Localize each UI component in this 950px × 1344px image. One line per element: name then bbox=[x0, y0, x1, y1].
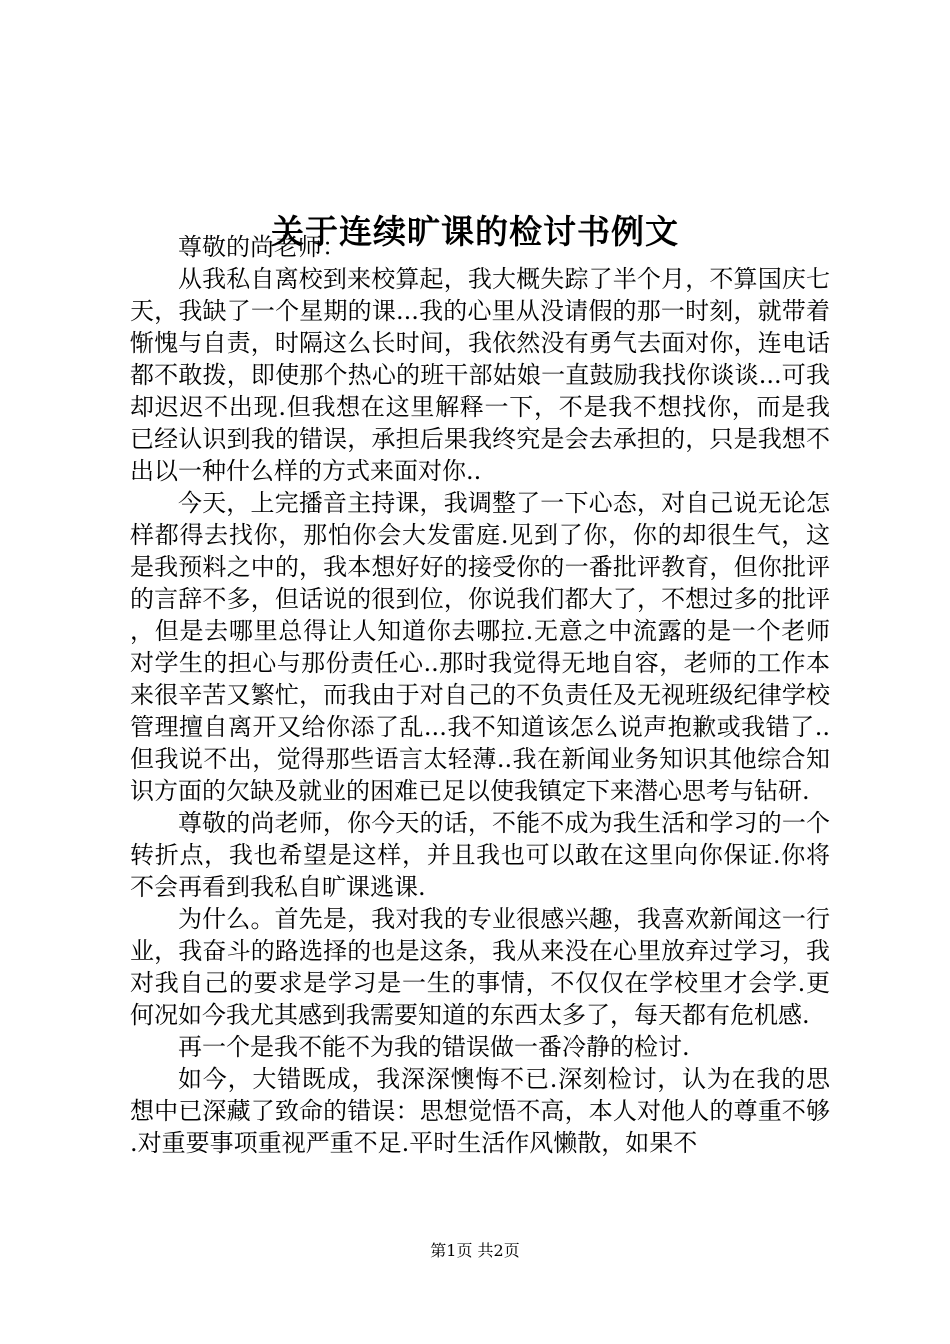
paragraph: 为什么。首先是，我对我的专业很感兴趣，我喜欢新闻这一行业，我奋斗的路选择的也是这条，我从来没在心里放弃过学习，我对我自己的要求是学习是一生的事情，不仅仅在学校里才会学.更何况如今我尤其感到我需要知道的东西太多了，每天都有危机感. bbox=[130, 905, 830, 1029]
document-body bbox=[130, 231, 830, 1159]
paragraph: 从我私自离校到来校算起，我大概失踪了半个月，不算国庆七天，我缺了一个星期的课...我的心里从没请假的那一时刻，就带着惭愧与自责，时隔这么长时间，我依然没有勇气去面对你，连电话都不敢拨，即使那个热心的班干部姑娘一直鼓励我找你谈谈...可我却迟迟不出现.但我想在这里解释一下，不是我不想找你，而是我已经认识到我的错误，承担后果我终究是会去承担的，只是我想不出以一种什么样的方式来面对你.. bbox=[130, 265, 830, 485]
paragraph: 如今，大错既成，我深深懊悔不已.深刻检讨，认为在我的思想中已深藏了致命的错误：思想觉悟不高，本人对他人的尊重不够.对重要事项重视严重不足.平时生活作风懒散，如果不 bbox=[130, 1065, 830, 1157]
paragraph: 今天，上完播音主持课，我调整了一下心态，对自己说无论怎样都得去找你，那怕你会大发雷庭.见到了你，你的却很生气，这是我预料之中的，我本想好好的接受你的一番批评教育，但你批评的言辞不多，但话说的很到位，你说我们都大了，不想过多的批评，但是去哪里总得让人知道你去哪拉.无意之中流露的是一个老师对学生的担心与那份责任心..那时我觉得无地自容，老师的工作本来很辛苦又繁忙，而我由于对自己的不负责任及无视班级纪律学校管理擅自离开又给你添了乱...我不知道该怎么说声抱歉或我错了..但我说不出，觉得那些语言太轻薄..我在新闻业务知识其他综合知识方面的欠缺及就业的困难已足以使我镇定下来潜心思考与钻研. bbox=[130, 489, 830, 805]
paragraph: 尊敬的尚老师，你今天的话，不能不成为我生活和学习的一个转折点，我也希望是这样，并且我也可以敢在这里向你保证.你将不会再看到我私自旷课逃课. bbox=[130, 809, 830, 901]
page-number-footer: 第1页 共2页 bbox=[430, 1241, 520, 1260]
paragraph: 再一个是我不能不为我的错误做一番冷静的检讨. bbox=[178, 1033, 690, 1061]
document-title: 关于连续旷课的检讨书例文 bbox=[271, 212, 679, 252]
salutation: 尊敬的尚老师： bbox=[178, 233, 346, 261]
